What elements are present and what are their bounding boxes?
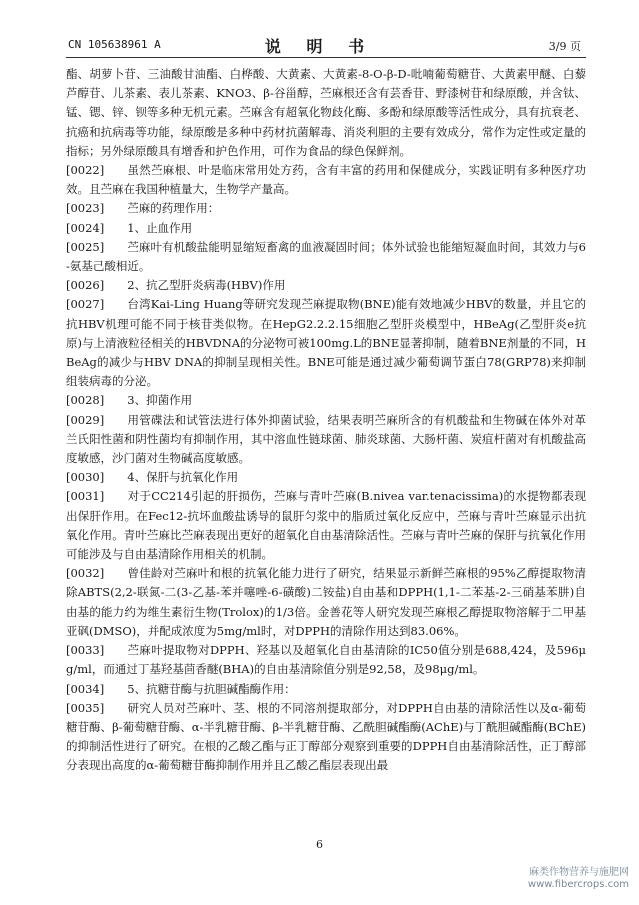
paragraph-number: [0032] xyxy=(66,566,105,581)
paragraph xyxy=(66,699,586,776)
paragraph xyxy=(66,468,586,487)
paragraph-text: 对于CC214引起的肝损伤，苎麻与青叶苎麻(B.nivea var.tenacissima)的水提物都表现出保肝作用。在Fec12-抗坏血酸盐诱导的鼠肝匀浆中的脂质过氧化反应中，苎麻与青叶苎麻显示出抗氧化作用。青叶苎麻比苎麻表现出更好的超氧化自由基清除活性。苎麻与青叶苎麻的保肝与抗氧化作用可能涉及与自由基清除作用相关的机制。 xyxy=(66,489,586,562)
paragraph-number: [0028] xyxy=(66,393,105,408)
paragraph-text: 5、抗糖苷酶与抗胆碱酯酶作用： xyxy=(127,681,296,696)
header-rule xyxy=(66,57,586,58)
page-indicator: 3/9 页 xyxy=(548,40,581,53)
paragraph xyxy=(66,411,586,469)
site-watermark xyxy=(528,867,629,891)
paragraph-text: 虽然苎麻根、叶是临床常用处方药，含有丰富的药用和保健成分，实践证明有多种医疗功效。且苎麻在我国种植量大，生物学产量高。 xyxy=(66,163,586,197)
paragraph-text: 苎麻叶有机酸盐能明显缩短畜禽的血液凝固时间；体外试验也能缩短凝血时间，其效力与6-氨基己酸相近。 xyxy=(66,239,586,274)
paragraph-number: [0023] xyxy=(66,201,105,216)
paragraph-number: [0031] xyxy=(66,489,105,504)
paragraph-text: 研究人员对苎麻叶、茎、根的不同溶剂提取部分，对DPPH自由基的清除活性以及α-葡萄糖苷酶、β-葡萄糖苷酶、α-半乳糖苷酶、β-半乳糖苷酶、乙酰胆碱酯酶(AChE)与丁酰胆碱酯酶(BChE)的抑制活性进行了研究。在根的乙酸乙酯与正丁醇部分观察到重要的DPPH自由基清除活性，正丁醇部分表现出高度的α-葡萄糖苷酶抑制作用并且乙酸乙酯层表现出最 xyxy=(66,700,586,773)
paragraph-text: 台湾Kai-Ling Huang等研究发现苎麻提取物(BNE)能有效地减少HBV的数量，并且它的抗HBV机理可能不同于核苷类似物。在HepG2.2.2.15细胞乙型肝炎模型中，HBeAg(乙型肝炎e抗原)与上清液粒径相关的HBVDNA的分泌物可被100mg.L的BNE显著抑制，随着BNE剂量的不同，HBeAg的减少与HBV DNA的抑制呈现相关性。BNE可能是通过减少葡萄调节蛋白78(GRP78)来抑制组装病毒的分泌。 xyxy=(66,297,586,389)
paragraph-number: [0034] xyxy=(66,681,105,696)
paragraph-text: 4、保肝与抗氧化作用 xyxy=(127,470,239,485)
paragraph xyxy=(66,295,586,391)
paragraph xyxy=(66,564,586,641)
paragraph xyxy=(66,276,586,295)
paragraph-text: 曾佳龄对苎麻叶和根的抗氧化能力进行了研究，结果显示新鲜苎麻根的95%乙醇提取物清除ABTS(2,2-联氮-二(3-乙基-苯并噻唑-6-磺酸)二铵盐)自由基和DPPH(1,1-二苯基-2-三硝基苯肼)自由基的能力约为维生素衍生物(Trolox)的1/3倍。金善花等人研究发现苎麻根乙醇提取物溶解于二甲基亚砜(DMSO)，并配成浓度为5mg/ml时，对DPPH的清除作用达到83.06%。 xyxy=(66,566,586,638)
paragraph-text: 苎麻的药理作用： xyxy=(127,201,220,216)
patent-number: CN 105638961 A xyxy=(68,38,161,51)
paragraph xyxy=(66,391,586,410)
paragraph xyxy=(66,161,586,199)
paragraph xyxy=(66,641,586,679)
paragraph xyxy=(66,65,586,161)
paragraph-text: 2、抗乙型肝炎病毒(HBV)作用 xyxy=(127,278,286,293)
paragraph-number: [0025] xyxy=(66,239,105,254)
paragraph-number: [0035] xyxy=(66,700,105,715)
paragraph-number: [0024] xyxy=(66,220,105,235)
document-body xyxy=(66,65,586,776)
paragraph xyxy=(66,487,586,564)
paragraph-number: [0026] xyxy=(66,278,105,293)
paragraph-number: [0027] xyxy=(66,297,105,312)
watermark-url: www.fibercrops.com xyxy=(527,879,629,890)
paragraph-number: [0030] xyxy=(66,470,105,485)
paragraph-text: 用管碟法和试管法进行体外抑菌试验，结果表明苎麻所含的有机酸盐和生物碱在体外对革兰氏阳性菌和阴性菌均有抑制作用，其中溶血性链球菌、肺炎球菌、大肠杆菌、炭疽杆菌对有机酸盐高度敏感，沙门菌对生物碱高度敏感。 xyxy=(66,412,586,466)
paragraph-number: [0029] xyxy=(66,412,105,427)
paragraph-text: 1、止血作用 xyxy=(127,220,193,235)
paragraph-text: 3、抑菌作用 xyxy=(127,393,193,408)
paragraph xyxy=(66,238,586,276)
paragraph-number: [0033] xyxy=(66,643,105,658)
page-title: 说 明 书 xyxy=(264,37,375,56)
page-number: 6 xyxy=(316,838,323,851)
watermark-name: 麻类作物营养与施肥网 xyxy=(529,867,629,878)
paragraph-number: [0022] xyxy=(66,163,105,178)
paragraph xyxy=(66,219,586,238)
paragraph-text: 苎麻叶提取物对DPPH、羟基以及超氧化自由基清除的IC50值分别是688,424，及596μg/ml，而通过丁基羟基茴香醚(BHA)的自由基清除值分别是92,58，及98μg/ml。 xyxy=(66,643,586,677)
paragraph-text: 酯、胡萝卜苷、三油酸甘油酯、白桦酸、大黄素、大黄素-8-O-β-D-吡喃葡萄糖苷、大黄素甲醚、白藜芦醇苷、儿茶素、表儿茶素、KNO3、β-谷甾醇，苎麻根还含有芸香苷、野漆树苷和绿原酸，并含钛、锰、锶、锌、钡等多种无机元素。苎麻含有超氧化物歧化酶、多酚和绿原酸等活性成分，具有抗衰老、抗癌和抗病毒等功能，绿原酸是多种中药材抗菌解毒、消炎利胆的主要有效成分，常作为定性或定量的指标；另外绿原酸具有增香和护色作用，可作为食品的绿色保鲜剂。 xyxy=(66,67,586,158)
paragraph xyxy=(66,199,586,218)
paragraph xyxy=(66,680,586,699)
